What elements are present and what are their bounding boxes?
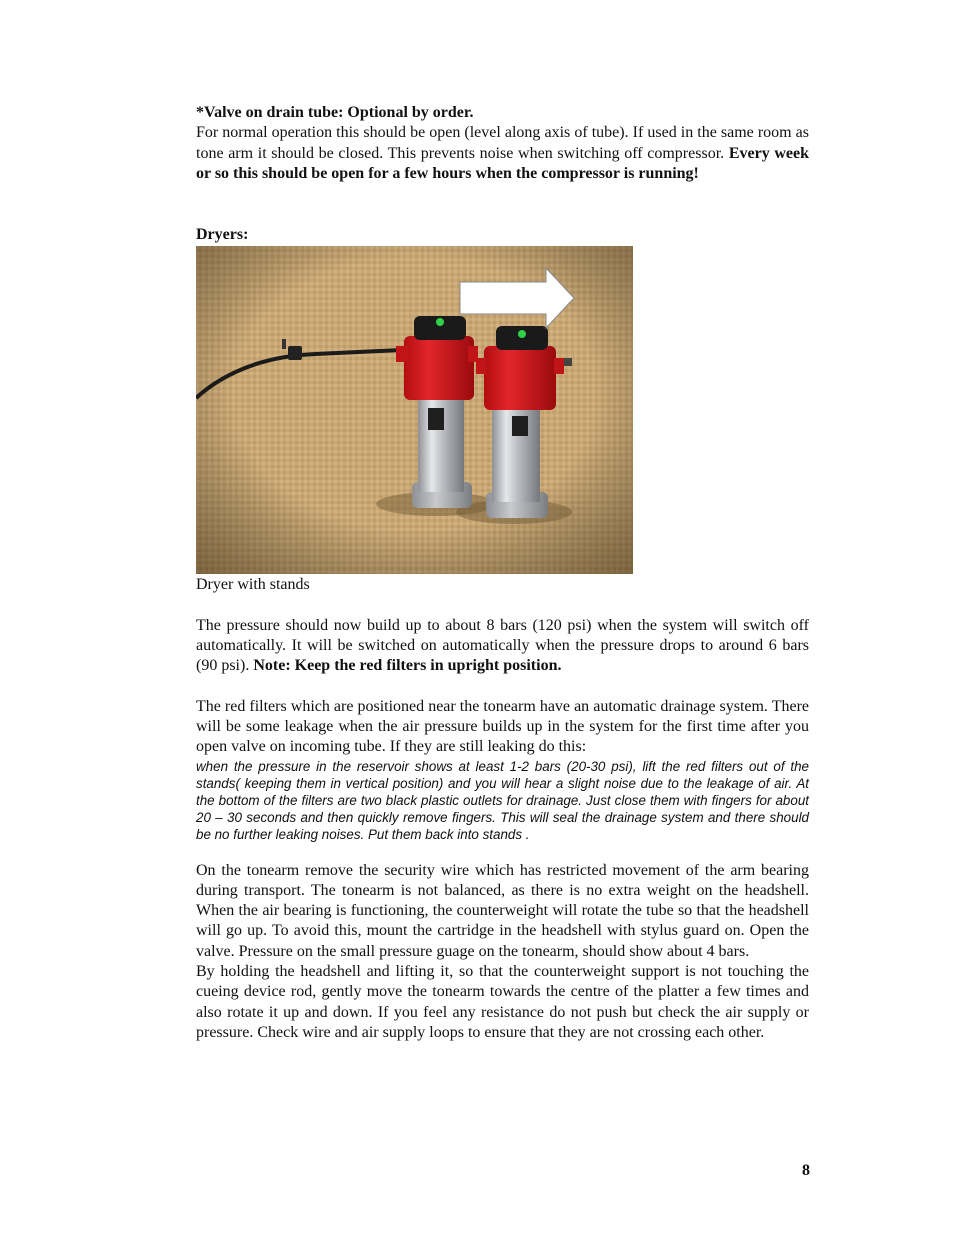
pressure-text: The pressure should now build up to about 8 bars (120 psi) when the system will switch off automatically. It will be switched on automatically when the pressure drops to around 6 bars (90 psi). <box>196 616 809 675</box>
page-number: 8 <box>802 1162 810 1179</box>
pressure-note: Note: Keep the red filters in upright position. <box>253 657 562 675</box>
valve-text-bold: Every week or so this should be open for a few hours when the compressor is running! <box>196 144 810 182</box>
dryer-photo <box>196 246 633 574</box>
dryers-heading: Dryers: <box>196 226 249 244</box>
valve-paragraph <box>196 123 809 184</box>
pressure-paragraph <box>196 616 809 677</box>
filters-paragraph: The red filters which are positioned near the tonearm have an automatic drainage system. There will be some leakage when the air pressure builds up in the system for the first time after you open valve on incoming tube. If they are still leaking do this: <box>196 697 809 756</box>
tonearm-paragraph-2: By holding the headshell and lifting it, so that the counterweight support is not touching the cueing device rod, gently move the tonearm towards the centre of the platter a few times and also rotate it up and down. If you feel any resistance do not push but check the air supply or pressure. Check wire and air supply loops to ensure that they are not crossing each other. <box>196 963 809 1041</box>
valve-heading: *Valve on drain tube: Optional by order. <box>196 104 474 121</box>
document-body <box>196 103 809 1043</box>
filters-instructions: when the pressure in the reservoir shows at least 1-2 bars (20-30 psi), lift the red filters out of the stands( keeping them in vertical position) and you will hear a slight noise due to the leakage of air. At the bottom of the filters are two black plastic outlets for drainage. Just close them with fingers for about 20 – 30 seconds and then quickly remove fingers. This will seal the drainage system and there should be no further leaking noises. Put them back into stands . <box>196 758 809 842</box>
photo-caption: Dryer with stands <box>196 576 310 594</box>
valve-text: For normal operation this should be open (level along axis of tube). If used in the same room as tone arm it should be closed. This prevents noise when switching off compressor. <box>196 124 809 162</box>
tonearm-paragraph-1: On the tonearm remove the security wire which has restricted movement of the arm bearing during transport. The tonearm is not balanced, as there is no extra weight on the headshell. When the air bearing is functioning, the counterweight will rotate the tube so that the headshell will go up. To avoid this, mount the cartridge in the headshell with stylus guard on. Open the valve. Pressure on the small pressure guage on the tonearm, should show about 4 bars. <box>196 861 809 960</box>
